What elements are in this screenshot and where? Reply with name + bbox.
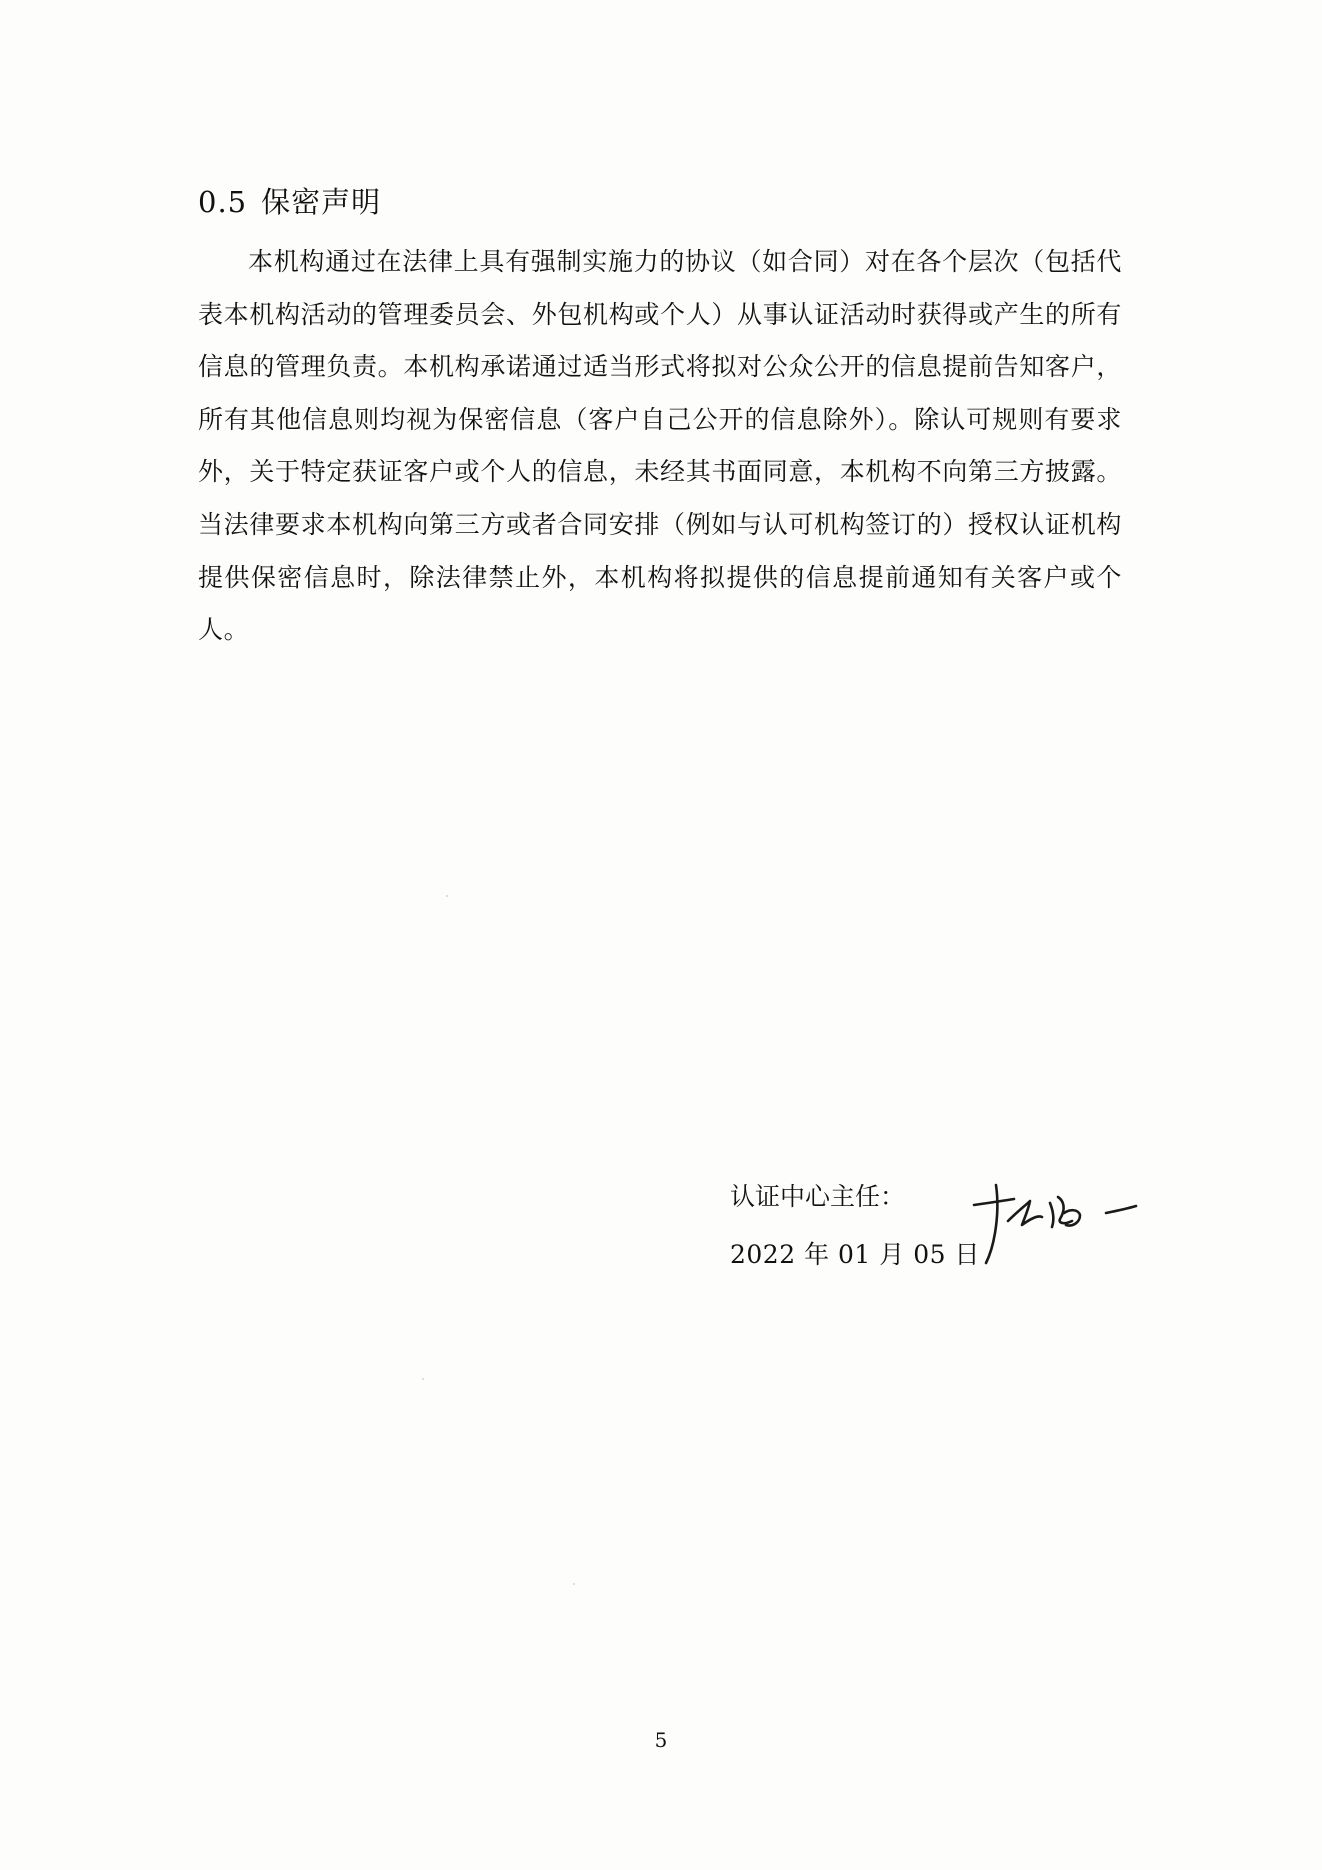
section-heading (198, 178, 381, 226)
page-number: 5 (654, 1728, 668, 1752)
scan-speck (446, 895, 448, 897)
signatory-label: 认证中心主任： (730, 1182, 906, 1211)
scan-speck (422, 1378, 424, 1380)
confidentiality-paragraph: 本机构通过在法律上具有强制实施力的协议（如合同）对在各个层次（包括代表本机构活动的管理委员会、外包机构或个人）从事认证活动时获得或产生的所有信息的管理负责。本机构承诺通过适当形式将拟对公众公开的信息提前告知客户，所有其他信息则均视为保密信息（客户自己公开的信息除外）。除认可规则有要求外，关于特定获证客户或个人的信息，未经其书面同意，本机构不向第三方披露。当法律要求本机构向第三方或者合同安排（例如与认可机构签订的）授权认证机构提供保密信息时，除法律禁止外，本机构将拟提供的信息提前通知有关客户或个人。 (198, 247, 1122, 645)
signature-date: 2022 年 01 月 05 日 (730, 1240, 980, 1269)
handwritten-signature (968, 1175, 1140, 1265)
section-title: 保密声明 (261, 185, 382, 219)
scan-speck (573, 1583, 575, 1585)
section-number: 0.5 (198, 185, 248, 219)
